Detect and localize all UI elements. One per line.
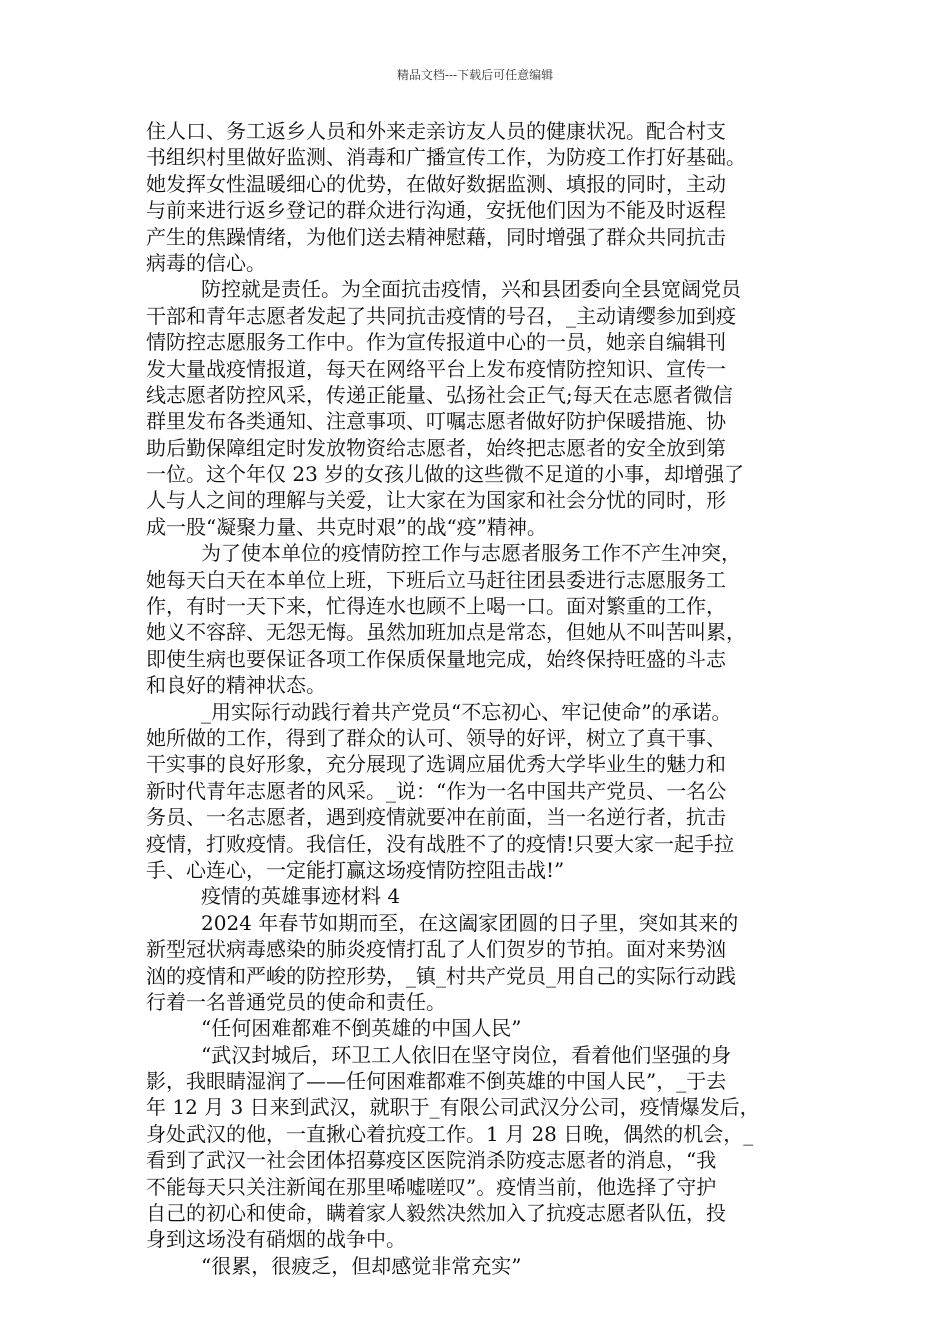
- text-line: “很累，很疲乏，但却感觉非常充实”: [201, 1253, 522, 1278]
- text-line: 她每天白天在本单位上班，下班后立马赶往团县委进行志愿服务工: [146, 567, 726, 592]
- text-line: 2024 年春节如期而至，在这阖家团圆的日子里，突如其来的: [201, 910, 739, 935]
- text-line: 防控就是责任。为全面抗击疫情，兴和县团委向全县宽阔党员: [201, 277, 741, 302]
- text-line: 干实事的良好形象，充分展现了选调应届优秀大学毕业生的魅力和: [146, 752, 726, 777]
- text-line: “任何困难都难不倒英雄的中国人民”: [201, 1016, 522, 1041]
- text-line: 年 12 月 3 日来到武汉，就职于_有限公司武汉分公司，疫情爆发后，: [146, 1095, 760, 1120]
- text-line: 影，我眼睛湿润了——任何困难都难不倒英雄的中国人民”，_于去: [146, 1069, 727, 1094]
- text-line: 自己的初心和使命，瞒着家人毅然决然加入了抗疫志愿者队伍，投: [146, 1201, 726, 1226]
- text-line: “武汉封城后，环卫工人依旧在坚守岗位，看着他们坚强的身: [201, 1042, 732, 1067]
- text-line: 疫情的英雄事迹材料 4: [201, 884, 401, 909]
- text-line: 干部和青年志愿者发起了共同抗击疫情的号召，_主动请缨参加到疫: [146, 303, 736, 328]
- text-line: 人与人之间的理解与关爱，让大家在为国家和社会分忧的同时，形: [146, 488, 726, 513]
- text-line: 与前来进行返乡登记的群众进行沟通，安抚他们因为不能及时返程: [146, 198, 726, 223]
- text-line: 手、心连心，一定能打赢这场疫情防控阻击战!”: [146, 857, 565, 882]
- text-line: 书组织村里做好监测、消毒和广播宣传工作，为防疫工作打好基础。: [146, 145, 746, 170]
- text-line: 汹的疫情和严峻的防控形势，_镇_村共产党员_用自己的实际行动践: [146, 963, 736, 988]
- text-line: _用实际行动践行着共产党员“不忘初心、牢记使命”的承诺。: [201, 699, 732, 724]
- text-line: 成一股“凝聚力量、共克时艰”的战“疫”精神。: [146, 514, 547, 539]
- text-line: 作，有时一天下来，忙得连水也顾不上喝一口。面对繁重的工作，: [146, 594, 726, 619]
- text-line: 她所做的工作，得到了群众的认可、领导的好评，树立了真干事、: [146, 725, 726, 750]
- text-line: 不能每天只关注新闻在那里唏嘘嗟叹”。疫情当前，他选择了守护: [146, 1174, 717, 1199]
- text-line: 新型冠状病毒感染的肺炎疫情打乱了人们贺岁的节拍。面对来势汹: [146, 937, 726, 962]
- text-line: 和良好的精神状态。: [146, 673, 326, 698]
- text-line: 发大量战疫情报道，每天在网络平台上发布疫情防控知识、宣传一: [146, 356, 726, 381]
- text-line: 情防控志愿服务工作中。作为宣传报道中心的一员，她亲自编辑刊: [146, 330, 726, 355]
- document-body: [146, 118, 816, 1279]
- text-line: 群里发布各类通知、注意事项、叮嘱志愿者做好防护保暖措施、协: [146, 409, 726, 434]
- text-line: 她发挥女性温暖细心的优势，在做好数据监测、填报的同时，主动: [146, 171, 726, 196]
- text-line: 看到了武汉一社会团体招募疫区医院消杀防疫志愿者的消息，“我: [146, 1148, 717, 1173]
- text-line: 助后勤保障组定时发放物资给志愿者，始终把志愿者的安全放到第: [146, 435, 726, 460]
- text-line: 身处武汉的他，一直揪心着抗疫工作。1 月 28 日晚，偶然的机会，_: [146, 1121, 754, 1146]
- text-line: 新时代青年志愿者的风采。_说：“作为一名中国共产党员、一名公: [146, 778, 727, 803]
- text-line: 一位。这个年仅 23 岁的女孩儿做的这些微不足道的小事，却增强了: [146, 462, 745, 487]
- text-line: 为了使本单位的疫情防控工作与志愿者服务工作不产生冲突，: [201, 541, 741, 566]
- text-line: 她义不容辞、无怨无悔。虽然加班加点是常态，但她从不叫苦叫累，: [146, 620, 746, 645]
- text-line: 身到这场没有硝烟的战争中。: [146, 1227, 406, 1252]
- text-line: 病毒的信心。: [146, 250, 266, 275]
- text-line: 即使生病也要保证各项工作保质保量地完成，始终保持旺盛的斗志: [146, 646, 726, 671]
- text-line: 行着一名普通党员的使命和责任。: [146, 989, 446, 1014]
- text-line: 疫情，打败疫情。我信任，没有战胜不了的疫情!只要大家一起手拉: [146, 831, 735, 856]
- text-line: 线志愿者防控风采，传递正能量、弘扬社会正气;每天在志愿者微信: [146, 382, 733, 407]
- page-header: 精品文档---下载后可任意编辑: [396, 68, 554, 82]
- text-line: 住人口、务工返乡人员和外来走亲访友人员的健康状况。配合村支: [146, 119, 726, 143]
- text-line: 产生的焦躁情绪，为他们送去精神慰藉，同时增强了群众共同抗击: [146, 224, 726, 249]
- text-line: 务员、一名志愿者，遇到疫情就要冲在前面，当一名逆行者，抗击: [146, 805, 726, 830]
